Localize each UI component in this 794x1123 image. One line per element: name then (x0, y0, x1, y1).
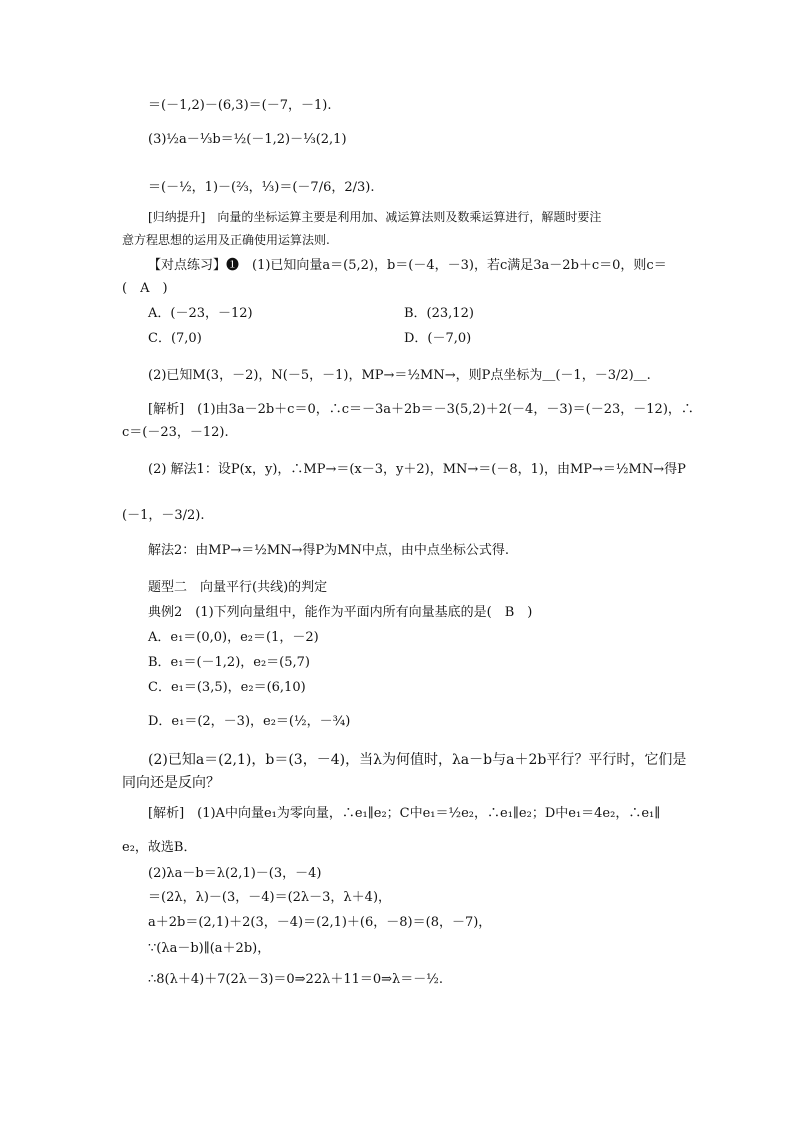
option-b: B．e₁＝(－1,2)，e₂＝(5,7) (148, 655, 310, 670)
option-b: B．(23,12) (404, 306, 474, 321)
text-line: ＝(－½，1)－(⅔，⅓)＝(－7/6，2/3). (148, 180, 375, 195)
text-line: (2)已知M(3，－2)，N(－5，－1)，MP→＝½MN→，则P点坐标为＿(－1，－3/2)＿. (148, 368, 651, 383)
text-line: 解法2：由MP→＝½MN→得P为MN中点，由中点坐标公式得. (148, 543, 509, 558)
text-line: 同向还是反向？ (122, 775, 220, 791)
text-line: c＝(－23，－12). (122, 425, 229, 440)
option-d: D．e₁＝(2，－3)，e₂＝(½，－¾) (148, 714, 351, 729)
text-line: ＝(－1,2)－(6,3)＝(－7，－1). (148, 98, 332, 113)
option-a: A．(－23，－12) (148, 306, 253, 321)
text-line: (3)½a－⅓b＝½(－1,2)－⅓(2,1) (148, 132, 347, 147)
text-line: (2)λa－b＝λ(2,1)－(3，－4) (148, 866, 322, 881)
text-line: a＋2b＝(2,1)＋2(3，－4)＝(2,1)＋(6，－8)＝(8，－7)， (148, 915, 492, 930)
text-line: ＝(2λ，λ)－(3，－4)＝(2λ－3，λ＋4)， (148, 890, 392, 905)
text-line: 典例2 (1)下列向量组中，能作为平面内所有向量基底的是( B ) (148, 605, 533, 620)
section-heading: 题型二 向量平行(共线)的判定 (148, 580, 328, 595)
option-d: D．(－7,0) (404, 331, 472, 346)
text-line: ( A ) (122, 281, 168, 296)
option-a: A．e₁＝(0,0)，e₂＝(1，－2) (148, 630, 319, 645)
text-line: (－1，－3/2). (122, 508, 205, 523)
text-line: 【对点练习】❶ (1)已知向量a＝(5,2)，b＝(－4，－3)，若c满足3a－2b＋c＝0，则c＝ (148, 258, 667, 273)
text-line: [解析] (1)由3a－2b＋c＝0，∴c＝－3a＋2b＝－3(5,2)＋2(－4，－3)＝(－23，－12)，∴ (148, 402, 694, 417)
text-line: ∵(λa－b)∥(a＋2b)， (148, 941, 271, 956)
text-line: e₂，故选B． (122, 840, 197, 855)
text-line: (2) 解法1：设P(x，y)，∴MP→＝(x－3，y＋2)，MN→＝(－8，1)，由MP→＝½MN→得P (148, 462, 686, 477)
text-line: 意方程思想的运用及正确使用运算法则. (122, 233, 330, 247)
text-line: (2)已知a＝(2,1)，b＝(3，－4)，当λ为何值时，λa－b与a＋2b平行？平行时，它们是 (148, 752, 687, 768)
text-line: ∴8(λ＋4)＋7(2λ－3)＝0⇒22λ＋11＝0⇒λ＝－½. (148, 972, 444, 987)
option-c: C．(7,0) (148, 331, 202, 346)
text-line: [解析] (1)A中向量e₁为零向量，∴e₁∥e₂；C中e₁＝½e₂，∴e₁∥e₂；D中e₁＝4e₂，∴e₁∥ (148, 806, 661, 821)
option-c: C．e₁＝(3,5)，e₂＝(6,10) (148, 680, 306, 695)
text-line: [归纳提升] 向量的坐标运算主要是利用加、减运算法则及数乘运算进行，解题时要注 (148, 210, 602, 224)
